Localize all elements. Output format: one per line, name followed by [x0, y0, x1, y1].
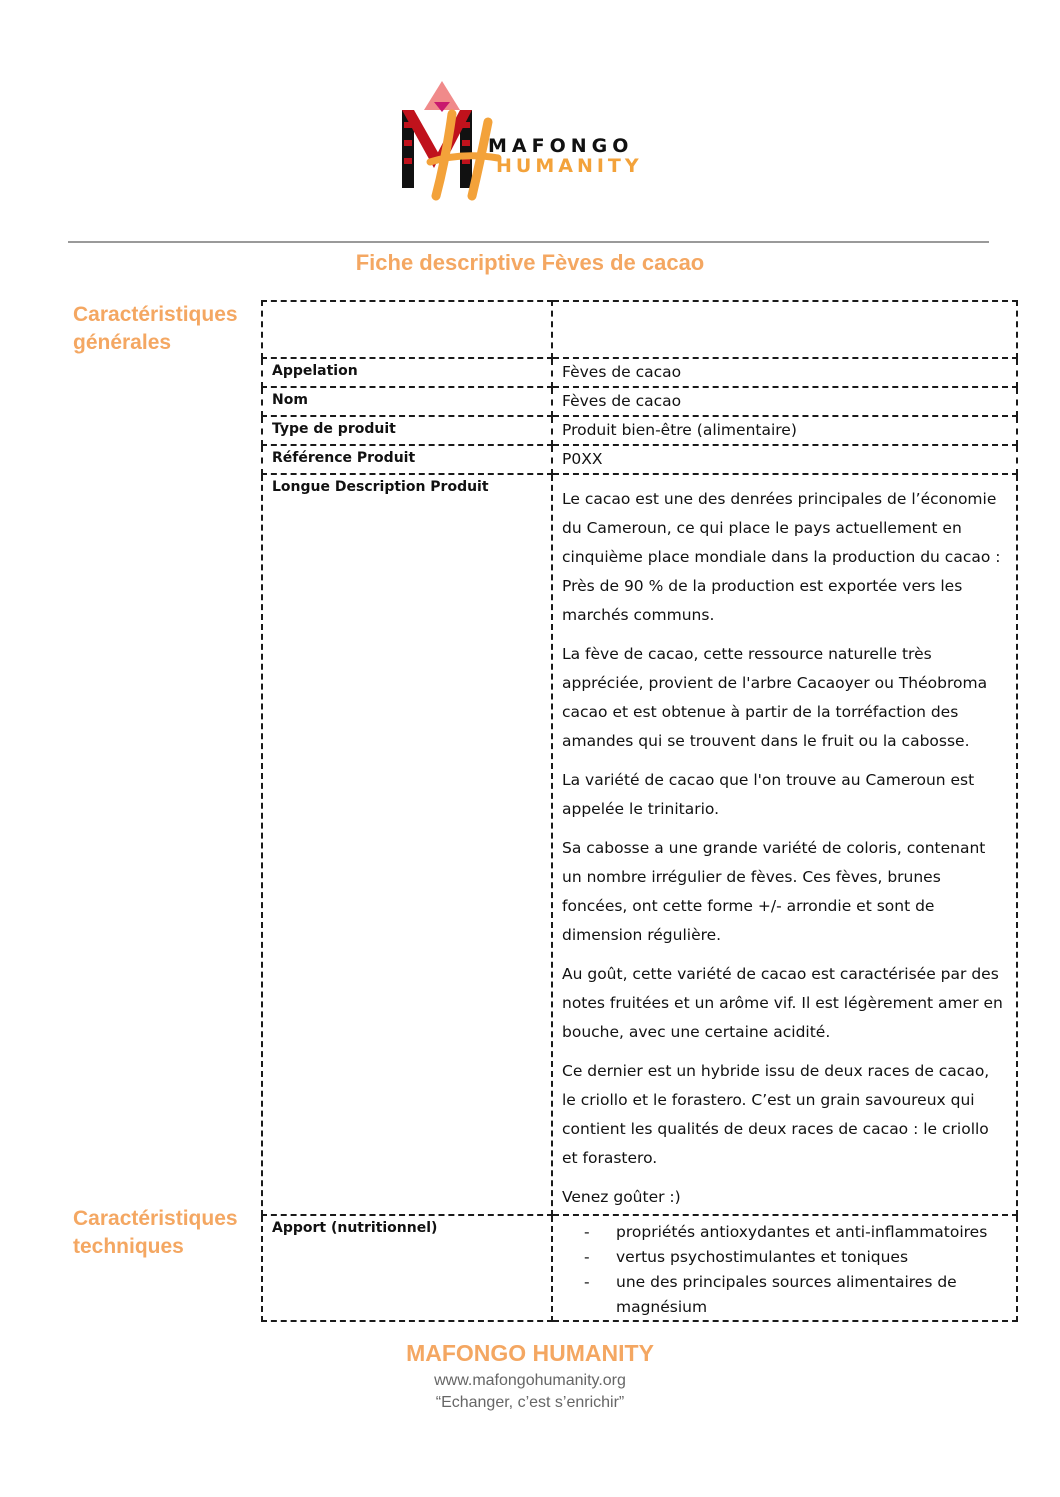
description-paragraph: Ce dernier est un hybride issu de deux races de cacao, le criollo et le forastero. C’est un grain savoureux qui contient les qualités de deux races de cacao : le criollo et forastero. — [562, 1062, 990, 1167]
row-key: Appelation — [262, 358, 552, 387]
document-title: Fiche descriptive Fèves de cacao — [355, 250, 705, 275]
row-key: Nom — [262, 387, 552, 416]
section-label-technical: Caractéristiques techniques — [73, 1207, 238, 1258]
row-value: P0XX — [552, 445, 1017, 474]
table-row-empty-header — [262, 301, 1017, 358]
bullet-dash: - — [584, 1273, 590, 1291]
logo-word-humanity: HUMANITY — [496, 155, 643, 177]
description-paragraph: Le cacao est une des denrées principales de l’économie du Cameroun, ce qui place le pays actuellement en cinquième place mondiale dans la production du cacao : Près de 90 % de la production est exportée vers les marchés communs. — [562, 490, 1001, 624]
description-paragraph: La variété de cacao que l'on trouve au Cameroun est appelée le trinitario. — [562, 771, 975, 818]
bullet-dash: - — [584, 1223, 590, 1241]
footer-organization-name: MAFONGO HUMANITY — [406, 1340, 654, 1366]
empty-cell — [552, 301, 1017, 358]
row-value: Fèves de cacao — [552, 387, 1017, 416]
list-item — [562, 1220, 1007, 1245]
empty-cell — [262, 301, 552, 358]
description-cell — [552, 474, 1017, 1215]
description-paragraph: Au goût, cette variété de cacao est caractérisée par des notes fruitées et un arôme vif. Il est légèrement amer en bouche, avec une certaine acidité. — [562, 965, 1003, 1041]
table-row-description — [262, 474, 1017, 1215]
row-value: Produit bien-être (alimentaire) — [552, 416, 1017, 445]
table-row — [262, 445, 1017, 474]
row-key: Apport (nutritionnel) — [262, 1215, 552, 1321]
row-key: Longue Description Produit — [262, 474, 552, 1215]
table-row — [262, 416, 1017, 445]
list-item-text: propriétés antioxydantes et anti-inflammatoires — [616, 1223, 988, 1241]
nutrition-list — [562, 1220, 1007, 1320]
mafongo-humanity-logo — [396, 78, 658, 206]
footer-website-link[interactable]: www.mafongohumanity.org — [434, 1372, 626, 1389]
description-paragraph: Sa cabosse a une grande variété de coloris, contenant un nombre irrégulier de fèves. Ces fèves, brunes foncées, ont cette forme +/- arrondie et sont de dimension régulière. — [562, 839, 986, 944]
section-label-general: Caractéristiques générales — [73, 303, 238, 354]
footer-tagline: “Echanger, c’est s’enrichir” — [435, 1394, 625, 1411]
list-item — [562, 1245, 1007, 1270]
list-item-text: vertus psychostimulantes et toniques — [616, 1248, 909, 1266]
spec-table — [261, 300, 1018, 1322]
row-key: Référence Produit — [262, 445, 552, 474]
row-key: Type de produit — [262, 416, 552, 445]
header-divider — [68, 241, 989, 243]
table-row-nutrition — [262, 1215, 1017, 1321]
description-paragraph: La fève de cacao, cette ressource naturelle très appréciée, provient de l'arbre Cacaoyer ou Théobroma cacao et est obtenue à partir de la torréfaction des amandes qui se trouvent dans le fruit ou la cabosse. — [562, 645, 988, 750]
table-row — [262, 387, 1017, 416]
row-value: Fèves de cacao — [552, 358, 1017, 387]
table-row — [262, 358, 1017, 387]
list-item-text: une des principales sources alimentaires de magnésium — [616, 1273, 957, 1316]
nutrition-cell — [552, 1215, 1017, 1321]
bullet-dash: - — [584, 1248, 590, 1266]
list-item — [562, 1270, 1007, 1320]
description-paragraph: Venez goûter :) — [562, 1188, 681, 1206]
logo-word-mafongo: MAFONGO — [488, 135, 634, 157]
